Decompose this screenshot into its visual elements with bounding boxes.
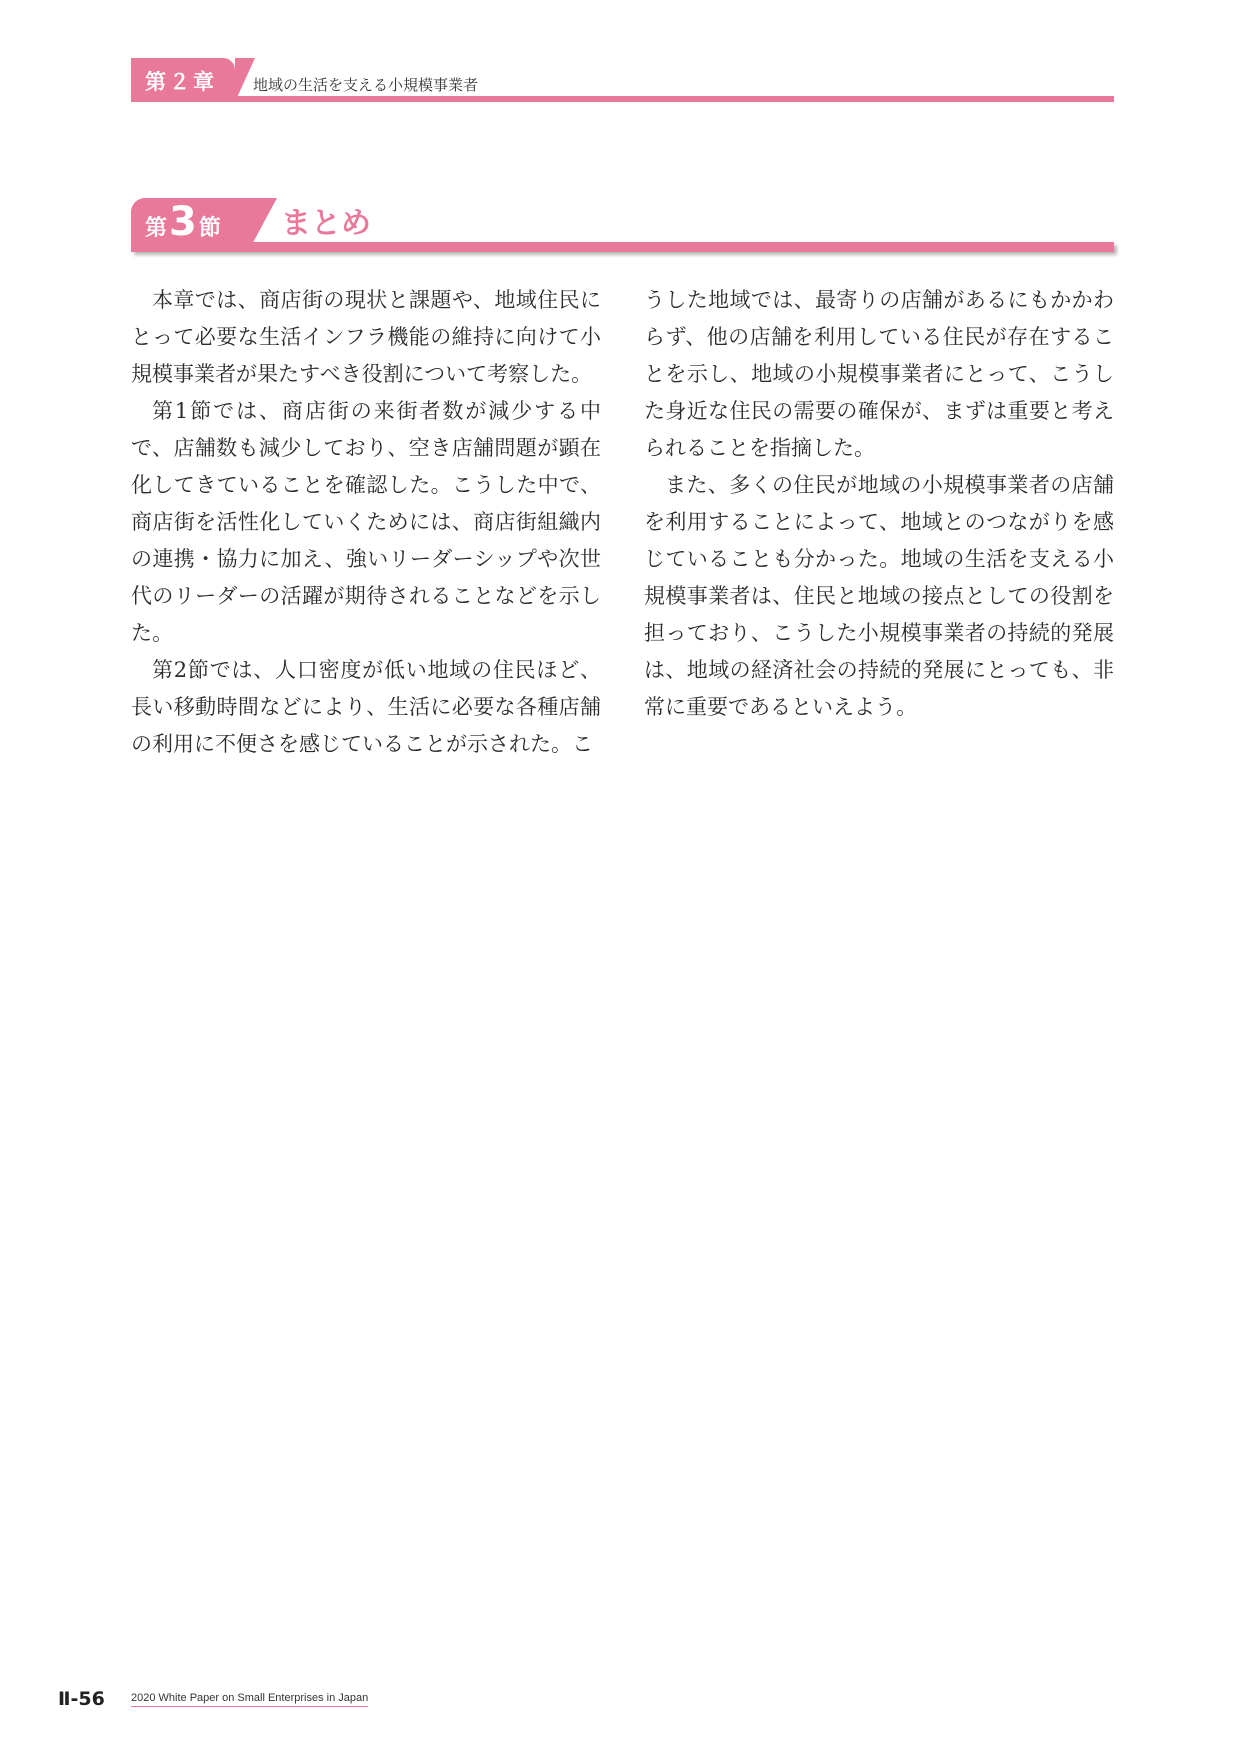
section-label-suffix: 節: [198, 216, 221, 241]
text-column-right: [644, 282, 1114, 763]
text-column-left: [131, 282, 601, 763]
paragraph: 第2節では、人口密度が低い地域の住民ほど、長い移動時間などにより、生活に必要な各種店舗の利用に不便さを感じていることが示された。こ: [131, 658, 601, 756]
section-label-prefix: 第: [145, 216, 168, 241]
chapter-label: 第２章: [145, 70, 217, 94]
body-text: [131, 282, 1114, 763]
page-number: Ⅱ-56: [58, 1688, 105, 1710]
paragraph-continued: うした地域では、最寄りの店舗があるにもかかわらず、他の店舗を利用している住民が存在することを示し、地域の小規模事業者にとって、こうした身近な住民の需要の確保が、まずは重要と考えられることを指摘した。: [644, 288, 1114, 460]
section-title: まとめ: [281, 206, 371, 241]
section-label: [145, 199, 221, 245]
paragraph: 本章では、商店街の現状と課題や、地域住民にとって必要な生活インフラ機能の維持に向けて小規模事業者が果たすべき役割について考察した。: [131, 288, 601, 386]
section-tab: [131, 198, 249, 250]
paragraph: 第1節では、商店街の来街者数が減少する中で、店舗数も減少しており、空き店舗問題が顕在化してきていることを確認した。こうした中で、商店街を活性化していくためには、商店街組織内の連携・協力に加え、強いリーダーシップや次世代のリーダーの活躍が期待されることなどを示した。: [131, 399, 601, 645]
chapter-title: 地域の生活を支える小規模事業者: [253, 76, 479, 94]
chapter-header: [131, 58, 1114, 104]
paragraph: また、多くの住民が地域の小規模事業者の店舗を利用することによって、地域とのつながりを感じていることも分かった。地域の生活を支える小規模事業者は、住民と地域の接点としての役割を担っており、こうした小規模事業者の持続的発展は、地域の経済社会の持続的発展にとっても、非常に重要であるといえよう。: [644, 473, 1114, 719]
section-rule: [131, 242, 1114, 252]
publication-title: 2020 White Paper on Small Enterprises in Japan: [131, 1692, 368, 1707]
chapter-rule: [131, 96, 1114, 102]
section-header: [131, 198, 1114, 258]
section-number: 3: [169, 199, 197, 245]
